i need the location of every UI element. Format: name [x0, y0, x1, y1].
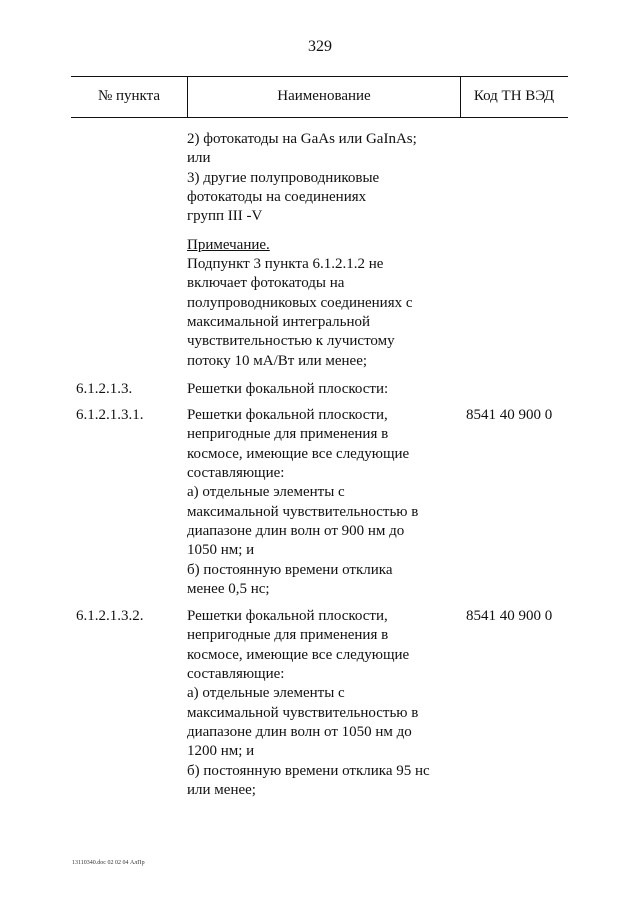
header-number-column: № пункта	[97, 88, 161, 104]
header-code-column: Код ТН ВЭД	[473, 88, 555, 104]
page-number: 329	[308, 38, 332, 55]
row-number: 6.1.2.1.3.	[76, 381, 133, 397]
row-description-line: б) постоянную времени отклика	[187, 562, 393, 578]
row-number: 6.1.2.1.3.2.	[76, 608, 144, 624]
row-description-line: космосе, имеющие все следующие	[187, 647, 410, 663]
continuation-line: групп III -V	[187, 208, 263, 224]
header-name-column: Наименование	[187, 77, 461, 117]
note-line: Подпункт 3 пункта 6.1.2.1.2 не	[187, 256, 384, 272]
row-description-line: составляющие:	[187, 465, 285, 481]
row-description-line: а) отдельные элементы с	[187, 484, 345, 500]
row-code: 8541 40 900 0	[466, 407, 553, 423]
continuation-line: фотокатоды на соединениях	[187, 189, 367, 205]
continuation-line: или	[187, 150, 211, 166]
row-description-line: диапазоне длин волн от 1050 нм до	[187, 724, 412, 740]
row-description-line: непригодные для применения в	[187, 426, 389, 442]
continuation-line: 2) фотокатоды на GaAs или GaInAs;	[187, 131, 417, 147]
continuation-line: 3) другие полупроводниковые	[187, 170, 380, 186]
note-line: потоку 10 мА/Вт или менее;	[187, 353, 368, 369]
row-code: 8541 40 900 0	[466, 608, 553, 624]
note-line: максимальной интегральной	[187, 314, 371, 330]
table-header	[71, 76, 568, 118]
row-description-line: 1050 нм; и	[187, 542, 255, 558]
row-description-line: или менее;	[187, 782, 256, 798]
row-description-line: а) отдельные элементы с	[187, 685, 345, 701]
row-description-line: максимальной чувствительностью в	[187, 705, 419, 721]
row-description-line: составляющие:	[187, 666, 285, 682]
row-description-line: б) постоянную времени отклика 95 нс	[187, 763, 430, 779]
note-title: Примечание.	[187, 237, 270, 253]
row-description-line: Решетки фокальной плоскости,	[187, 608, 388, 624]
row-description-line: Решетки фокальной плоскости,	[187, 407, 388, 423]
note-line: полупроводниковых соединениях с	[187, 295, 413, 311]
note-line: включает фотокатоды на	[187, 275, 345, 291]
row-description-line: космосе, имеющие все следующие	[187, 446, 410, 462]
note-line: чувствительностью к лучистому	[187, 333, 395, 349]
row-number: 6.1.2.1.3.1.	[76, 407, 144, 423]
row-description-line: диапазоне длин волн от 900 нм до	[187, 523, 405, 539]
row-description-line: максимальной чувствительностью в	[187, 504, 419, 520]
row-description-line: Решетки фокальной плоскости:	[187, 381, 389, 397]
row-description-line: 1200 нм; и	[187, 743, 255, 759]
row-description-line: непригодные для применения в	[187, 627, 389, 643]
row-description-line: менее 0,5 нс;	[187, 581, 270, 597]
document-footer: 13110340.doc 02 02 04 АлПр	[72, 860, 145, 866]
